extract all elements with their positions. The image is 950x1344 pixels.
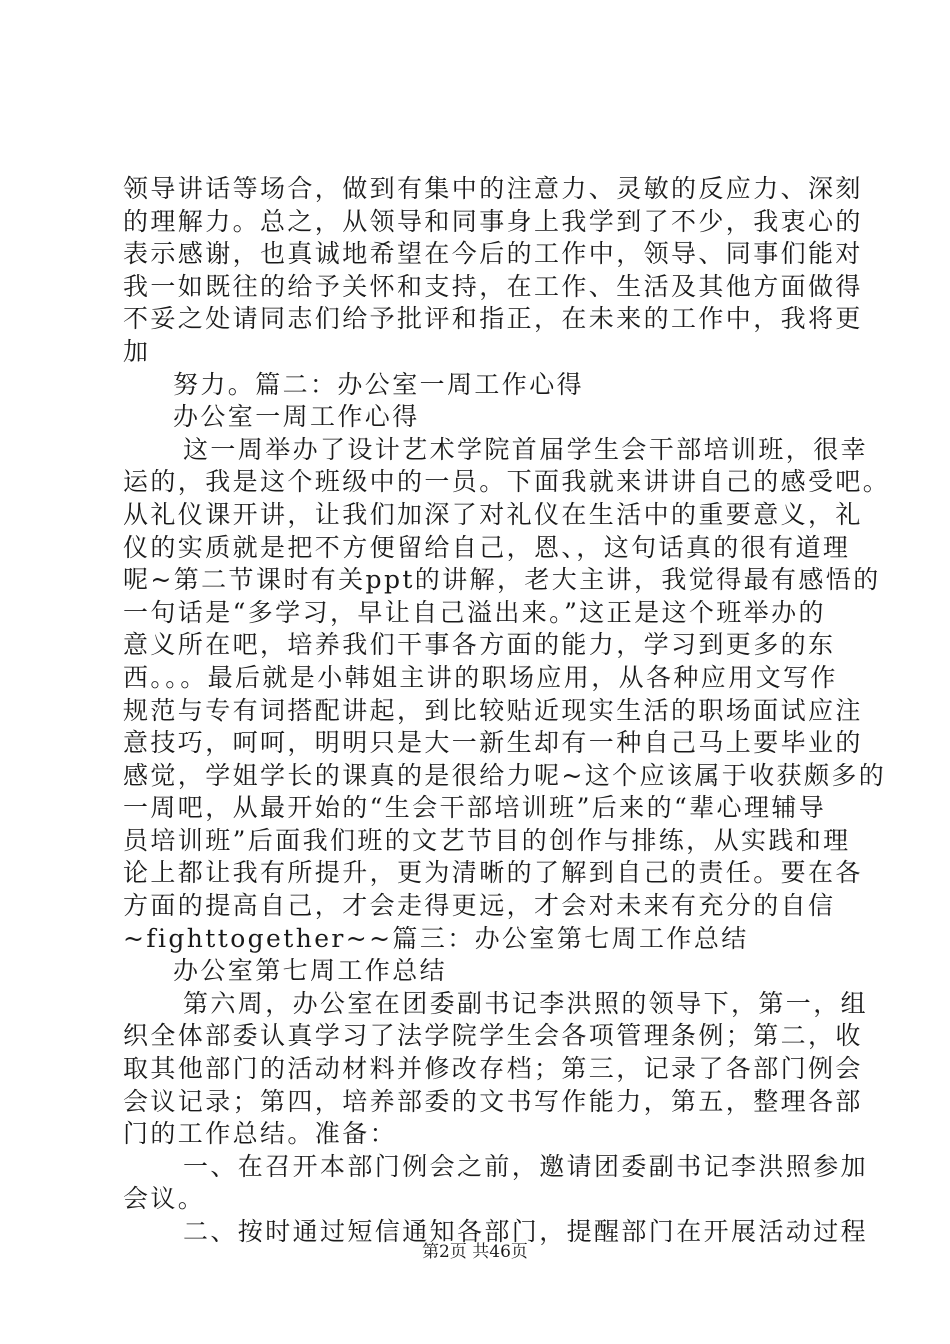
text-line: 从礼仪课开讲，让我们加深了对礼仪在生活中的重要意义，礼	[123, 499, 863, 529]
text-line: 员培训班”后面我们班的文艺节目的创作与排练，从实践和理	[123, 825, 851, 855]
text-line: 会议。	[123, 1184, 206, 1214]
text-line: 仪的实质就是把不方便留给自己，恩、，这句话真的很有道理	[123, 532, 851, 562]
text-line: 表示感谢，也真诚地希望在今后的工作中，领导、同事们能对	[123, 239, 863, 269]
text-line: 方面的提高自己，才会走得更远，才会对未来有充分的自信	[123, 891, 836, 921]
text-line: 办公室第七周工作总结	[173, 956, 448, 986]
text-line: 办公室一周工作心得	[173, 402, 420, 432]
text-line: 我一如既往的给予关怀和支持，在工作、生活及其他方面做得	[123, 271, 863, 301]
text-line: 论上都让我有所提升，更为清晰的了解到自己的责任。要在各	[123, 858, 863, 888]
text-line: 二、按时通过短信通知各部门，提醒部门在开展活动过程	[183, 1217, 869, 1246]
text-line: 呢~第二节课时有关ppt的讲解，老大主讲，我觉得最有感悟的	[123, 565, 881, 595]
text-line: 感觉，学姐学长的课真的是很给力呢~这个应该属于收获颇多的	[123, 760, 887, 790]
text-line: 意义所在吧，培养我们干事各方面的能力，学习到更多的东	[123, 630, 836, 660]
text-line: 不妥之处请同志们给予批评和指正，在未来的工作中，我将更	[123, 304, 863, 334]
text-line: 一周吧，从最开始的“生会干部培训班”后来的“辈心理辅导	[123, 793, 827, 823]
text-line: ~fighttogether~~篇三：办公室第七周工作总结	[123, 923, 749, 953]
document-body	[123, 173, 891, 1249]
text-line: 门的工作总结。准备：	[123, 1119, 398, 1149]
text-line: 第六周，办公室在团委副书记李洪照的领导下，第一，组	[183, 988, 869, 1018]
text-line: 的理解力。总之，从领导和同事身上我学到了不少，我衷心的	[123, 206, 863, 236]
text-line: 规范与专有词搭配讲起，到比较贴近现实生活的职场面试应注	[123, 695, 863, 725]
text-line: 织全体部委认真学习了法学院学生会各项管理条例；第二，收	[123, 1021, 863, 1051]
text-line: 加	[123, 336, 151, 366]
text-line: 努力。篇二：办公室一周工作心得	[173, 369, 585, 399]
text-line: 取其他部门的活动材料并修改存档；第三，记录了各部门例会	[123, 1054, 863, 1084]
page-footer: 第2页 共46页	[422, 1242, 528, 1262]
text-line: 西。。。最后就是小韩姐主讲的职场应用，从各种应用文写作	[123, 662, 838, 692]
text-line: 会议记录；第四，培养部委的文书写作能力，第五，整理各部	[123, 1086, 863, 1116]
text-line: 这一周举办了设计艺术学院首届学生会干部培训班，很幸	[183, 434, 869, 464]
text-line: 一句话是“多学习，早让自己溢出来。”这正是这个班举办的	[123, 597, 826, 627]
text-line: 一、在召开本部门例会之前，邀请团委副书记李洪照参加	[183, 1151, 869, 1181]
text-line: 领导讲话等场合，做到有集中的注意力、灵敏的反应力、深刻	[123, 174, 863, 203]
text-line: 运的，我是这个班级中的一员。下面我就来讲讲自己的感受吧。	[123, 467, 891, 497]
text-line: 意技巧，呵呵，明明只是大一新生却有一种自己马上要毕业的	[123, 728, 863, 758]
